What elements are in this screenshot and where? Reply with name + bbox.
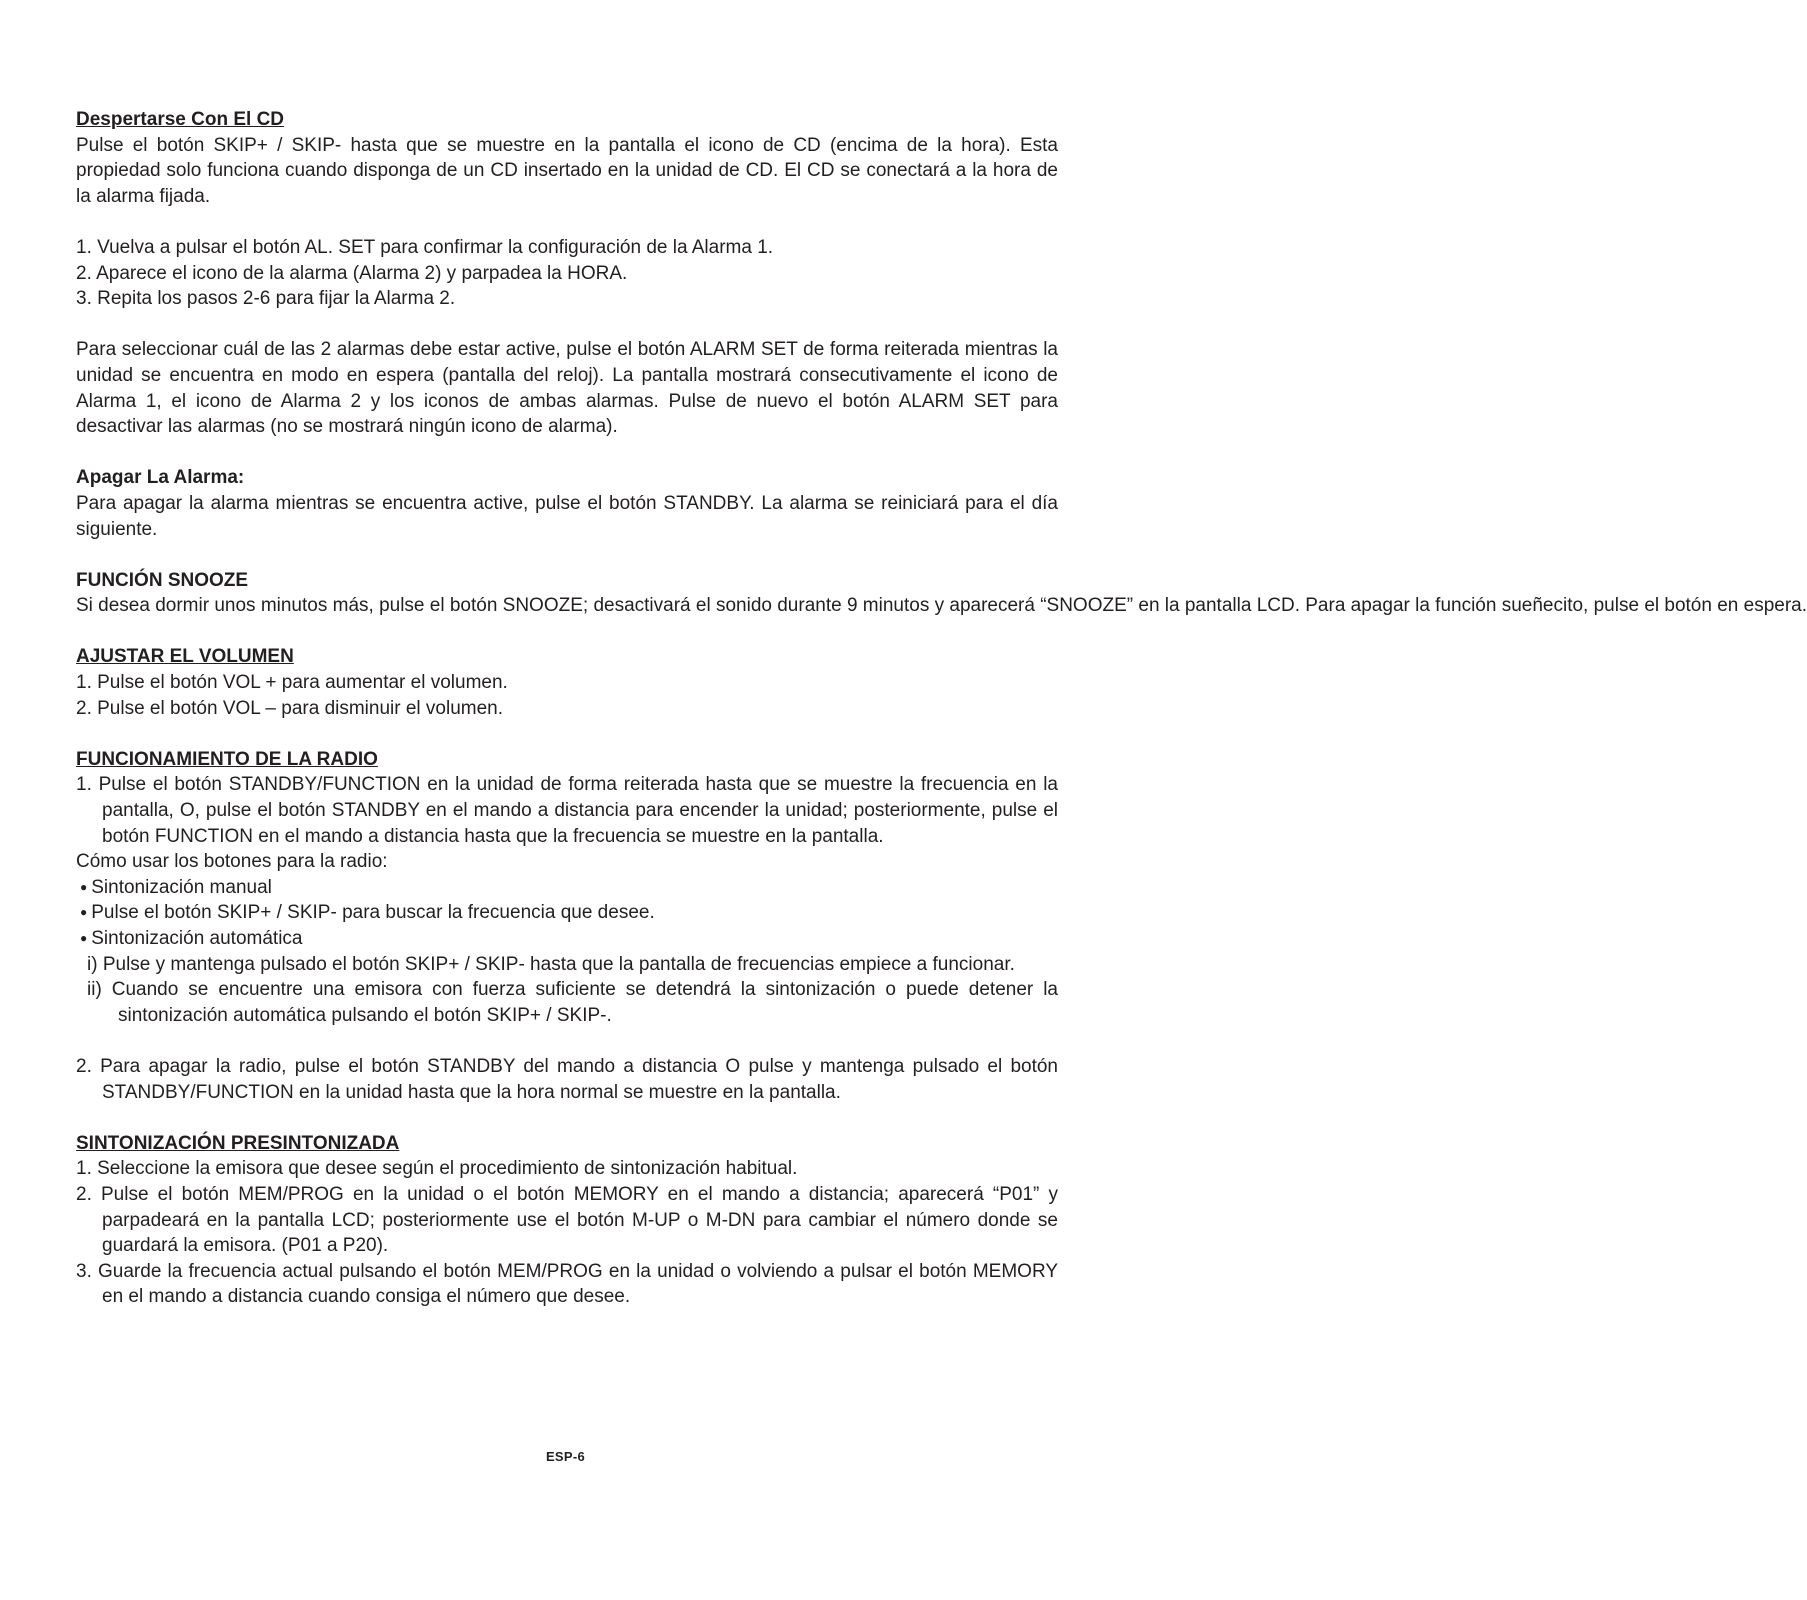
cd-alarm-heading: Despertarse Con El CD [76,109,285,130]
alarm-step: 2. Aparece el icono de la alarma (Alarma 2) y parpadea la HORA. [76,262,628,284]
bullet-icon: ● [80,905,88,920]
alarm-off-heading: Apagar La Alarma: [76,467,245,489]
volume-item: 2. Pulse el botón VOL – para disminuir el volumen. [76,697,504,719]
snooze-body: Si desea dormir unos minutos más, pulse el botón SNOOZE; desactivará el sonido durante 9 minutos y aparecerá “SNOOZE” en la pantalla LCD. Para apagar la función sueñecito, pulse el botón en espera. [76,595,1807,617]
radio-bullet-item: ● Sintonización manual [80,876,272,898]
spacer [76,312,1058,338]
spacer [76,440,1058,466]
volume-item: 1. Pulse el botón VOL + para aumentar el volumen. [76,672,508,694]
radio-bullet-item: ● Pulse el botón SKIP+ / SKIP- para buscar la frecuencia que desee. [80,902,655,924]
preset-heading: SINTONIZACIÓN PRESINTONIZADA [76,1132,400,1154]
document-page [76,107,1807,1310]
spacer [76,619,1058,645]
spacer [76,209,1058,235]
preset-item: 2. Pulse el botón MEM/PROG en la unidad o el botón MEMORY en el mando a distancia; aparecerá “P01” y parpadeará en la pantalla LCD; posteriormente use el botón M-UP o M-DN para cambiar el número donde se guardará la emisora. (P01 a P20). [76,1183,1058,1257]
page-number: ESP-6 [545,1449,586,1464]
preset-item: 1. Seleccione la emisora que desee según el procedimiento de sintonización habitual. [76,1158,798,1180]
preset-item: 3. Guarde la frecuencia actual pulsando el botón MEM/PROG en la unidad o volviendo a pulsar el botón MEMORY en el mando a distancia cuando consiga el número que desee. [76,1260,1058,1308]
auto-tuning-substep: i) Pulse y mantenga pulsado el botón SKIP+ / SKIP- hasta que la pantalla de frecuencias empiece a funcionar. [87,953,1015,975]
radio-step-1: 1. Pulse el botón STANDBY/FUNCTION en la unidad de forma reiterada hasta que se muestre la frecuencia en la pantalla, O, pulse el botón STANDBY en el mando a distancia para encender la unidad; posteriormente, pulse el botón FUNCTION en el mando a distancia hasta que la frecuencia se muestre en la pantalla. [76,774,1058,847]
radio-bullet-item: ● Sintonización automática [80,928,303,949]
bullet-icon: ● [80,879,88,894]
radio-buttons-intro: Cómo usar los botones para la radio: [76,851,388,873]
spacer [76,1028,1058,1054]
cd-alarm-body: Pulse el botón SKIP+ / SKIP- hasta que se muestre en la pantalla el icono de CD (encima de la hora). Esta propiedad solo funciona cuando disponga de un CD insertado en la unidad de CD. El CD se conectará a la hora de la alarma fijada. [76,134,1058,207]
alarm-off-body: Para apagar la alarma mientras se encuentra active, pulse el botón STANDBY. La alarma se reiniciará para el día siguiente. [76,492,1058,540]
alarm-select-paragraph: Para seleccionar cuál de las 2 alarmas debe estar active, pulse el botón ALARM SET de forma reiterada mientras la unidad se encuentra en modo en espera (pantalla del reloj). La pantalla mostrará consecutivamente el icono de Alarma 1, el icono de Alarma 2 y los iconos de ambas alarmas. Pulse de nuevo el botón ALARM SET para desactivar las alarmas (no se mostrará ningún icono de alarma). [76,339,1058,438]
bullet-icon: ● [80,931,88,945]
snooze-heading: FUNCIÓN SNOOZE [76,569,249,591]
auto-tuning-substep: ii) Cuando se encuentre una emisora con fuerza suficiente se detendrá la sintonización o puede detener la sintonización automática pulsando el botón SKIP+ / SKIP-. [87,979,1058,1026]
spacer [76,721,1058,747]
volume-heading: AJUSTAR EL VOLUMEN [76,646,294,668]
radio-heading: FUNCIONAMIENTO DE LA RADIO [76,748,378,770]
spacer [76,1105,1058,1131]
alarm-step: 1. Vuelva a pulsar el botón AL. SET para confirmar la configuración de la Alarma 1. [76,236,774,258]
radio-step-2: 2. Para apagar la radio, pulse el botón STANDBY del mando a distancia O pulse y mantenga pulsado el botón STANDBY/FUNCTION en la unidad hasta que la hora normal se muestre en la pantalla. [76,1055,1058,1103]
spacer [76,542,1058,568]
alarm-step: 3. Repita los pasos 2-6 para fijar la Alarma 2. [76,288,456,310]
